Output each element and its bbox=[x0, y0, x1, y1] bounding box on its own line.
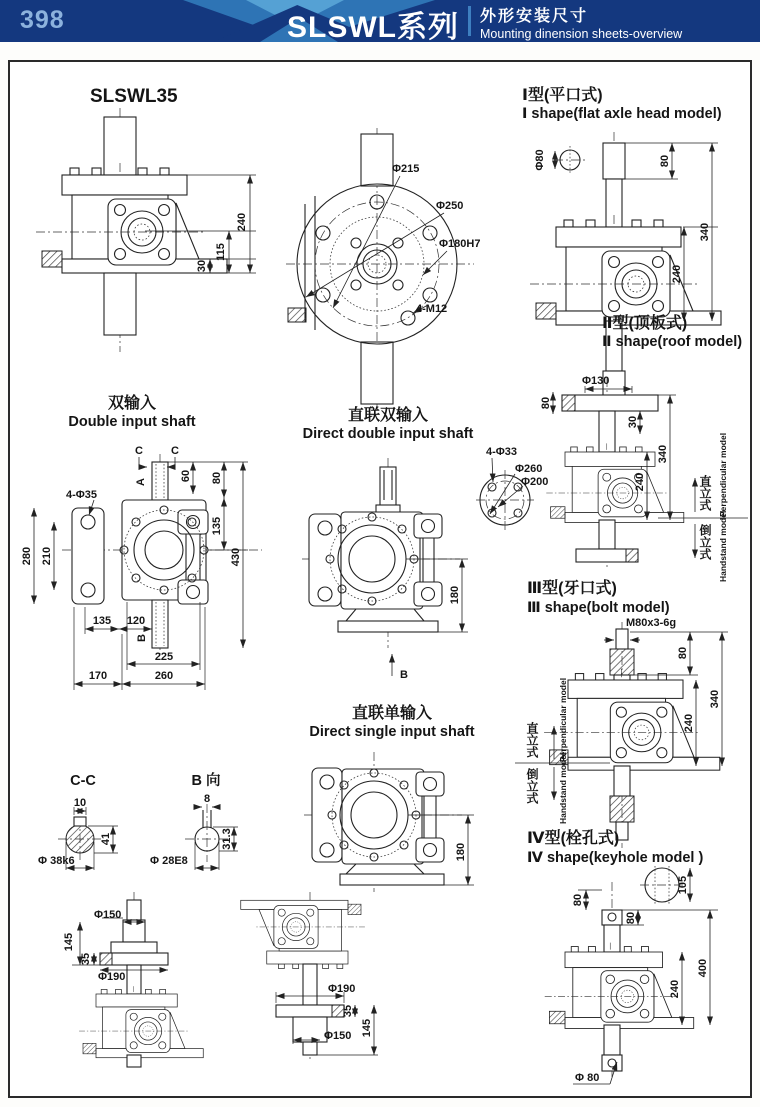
dim-label: 135 bbox=[92, 615, 112, 627]
direct-single-section bbox=[304, 703, 475, 892]
dim-label: Φ150 bbox=[94, 909, 122, 921]
header-divider bbox=[468, 6, 471, 36]
front-view-drawing bbox=[36, 108, 256, 352]
double-input-title-en: Double input shaft bbox=[68, 414, 196, 430]
dim-label: 115 bbox=[215, 243, 227, 261]
direct-single-title-en: Direct single input shaft bbox=[309, 724, 475, 740]
shape1-section bbox=[522, 85, 722, 404]
dim-label: 240 bbox=[683, 713, 695, 733]
dim-label: 80 bbox=[540, 396, 552, 410]
dim-label: 145 bbox=[361, 1018, 373, 1038]
orientation-down-en: Handstand model bbox=[558, 752, 568, 824]
dim-label: Φ190 bbox=[328, 983, 356, 995]
orientation-down-en: Handstand model bbox=[718, 510, 728, 582]
thread-label: M80x3-6g bbox=[626, 617, 677, 629]
dim-label: 240 bbox=[634, 472, 646, 492]
dim-label: 210 bbox=[41, 546, 53, 566]
dim-label: 80 bbox=[572, 893, 584, 907]
shape1-title-en: Ⅰ shape(flat axle head model) bbox=[522, 106, 722, 122]
dim-label: 340 bbox=[709, 689, 721, 709]
direct-double-title-en: Direct double input shaft bbox=[302, 426, 474, 442]
dim-label: 340 bbox=[699, 222, 711, 242]
drawing-sheet bbox=[10, 62, 750, 1096]
dim-label: 135 bbox=[211, 516, 223, 536]
dim-label: Φ190 bbox=[98, 971, 126, 983]
dim-label: 30 bbox=[196, 259, 208, 273]
dim-label: 180 bbox=[455, 842, 467, 862]
dim-label: Φ250 bbox=[436, 200, 464, 212]
dim-label: 4-M12 bbox=[416, 303, 448, 315]
header-subtitle bbox=[480, 3, 682, 41]
subtitle-en: Mounting dinension sheets-overview bbox=[480, 27, 683, 41]
dim-label: 80 bbox=[211, 471, 223, 485]
shape3-title-en: Ⅲ shape(bolt model) bbox=[527, 600, 670, 616]
dim-label: Φ150 bbox=[324, 1030, 352, 1042]
section-mark: C bbox=[135, 445, 143, 457]
direct-double-title-cn: 直联双输入 bbox=[347, 407, 429, 424]
dim-label: Φ260 bbox=[515, 463, 543, 475]
view-mark: B bbox=[400, 669, 408, 681]
dim-label: Φ 28E8 bbox=[150, 855, 188, 867]
bottom-inverted-drawing bbox=[241, 892, 378, 1062]
dim-label: 225 bbox=[154, 651, 174, 663]
shape4-section bbox=[527, 828, 718, 1084]
dim-label: 35 bbox=[80, 952, 92, 966]
shape3-title-cn: Ⅲ型(牙口式) bbox=[527, 580, 617, 597]
orientation-up-en: Perpendicular model bbox=[558, 677, 568, 762]
orientation-up-cn: 直立式 bbox=[698, 475, 712, 511]
shape3-section bbox=[515, 578, 728, 848]
dim-label: 240 bbox=[669, 979, 681, 999]
dim-label: Φ 80 bbox=[575, 1072, 600, 1084]
section-mark: C bbox=[171, 445, 179, 457]
dim-label: 280 bbox=[21, 546, 33, 566]
double-input-title-cn: 双输入 bbox=[107, 395, 157, 412]
direct-double-section bbox=[302, 405, 548, 681]
double-input-section bbox=[21, 393, 262, 690]
orientation-up-cn: 直立式 bbox=[525, 722, 539, 758]
dim-label: Φ215 bbox=[392, 163, 420, 175]
shape2-section bbox=[540, 313, 748, 582]
series-title: SLSWL系列 bbox=[287, 11, 459, 42]
dim-label: 41 bbox=[100, 832, 112, 846]
direct-single-title-cn: 直联单输入 bbox=[351, 705, 433, 722]
dim-label: Φ130 bbox=[582, 375, 610, 387]
dim-label: 105 bbox=[677, 875, 689, 895]
dim-label: 340 bbox=[657, 444, 669, 464]
dim-label: 170 bbox=[88, 670, 108, 682]
page-number: 398 bbox=[20, 6, 65, 34]
dim-label: 145 bbox=[63, 932, 75, 952]
view-mark: A bbox=[135, 478, 147, 486]
dim-label: 240 bbox=[671, 264, 683, 284]
shape4-title-cn: Ⅳ型(栓孔式) bbox=[527, 830, 620, 847]
dim-label: 120 bbox=[126, 615, 146, 627]
shape2-title-cn: Ⅱ型(顶板式) bbox=[602, 315, 688, 332]
view-mark: B bbox=[136, 634, 148, 642]
dim-label: Φ 38k6 bbox=[38, 855, 75, 867]
view-b bbox=[150, 771, 238, 870]
dim-label: 35 bbox=[342, 1004, 354, 1018]
shape1-title-cn: Ⅰ型(平口式) bbox=[522, 87, 603, 104]
orientation-up-en: Perpendicular model bbox=[718, 432, 728, 517]
orientation-down-cn: 倒立式 bbox=[698, 524, 712, 560]
subtitle-cn: 外形安装尺寸 bbox=[480, 8, 589, 25]
dim-label: Φ80 bbox=[534, 149, 546, 171]
section-cc-title: C-C bbox=[70, 773, 96, 789]
dim-label: 260 bbox=[154, 670, 174, 682]
dim-label: 4-Φ35 bbox=[66, 489, 98, 501]
orientation-down-cn: 倒立式 bbox=[525, 768, 539, 804]
dim-label: 80 bbox=[677, 646, 689, 660]
dim-label: 8 bbox=[203, 793, 211, 805]
model-label: SLSWL35 bbox=[90, 86, 178, 107]
dim-label: 400 bbox=[697, 958, 709, 978]
shape2-title-en: Ⅱ shape(roof model) bbox=[602, 334, 743, 350]
shape4-title-en: Ⅳ shape(keyhole model ) bbox=[527, 850, 704, 866]
dim-label: Φ180H7 bbox=[439, 238, 481, 250]
dim-label: 10 bbox=[73, 797, 87, 809]
bottom-upright-drawing bbox=[63, 892, 203, 1067]
dim-label: Φ200 bbox=[521, 476, 549, 488]
dim-label: 80 bbox=[659, 154, 671, 168]
dim-label: 60 bbox=[180, 469, 192, 483]
dim-label: 30 bbox=[627, 415, 639, 429]
flange-top-view bbox=[286, 128, 480, 412]
dim-label: 180 bbox=[449, 585, 461, 605]
header-bar bbox=[0, 0, 760, 42]
view-b-title: B 向 bbox=[191, 773, 221, 789]
section-cc bbox=[38, 773, 118, 870]
drawing-sheet-frame bbox=[8, 60, 752, 1098]
dim-label: 430 bbox=[230, 547, 242, 567]
dim-label: 80 bbox=[625, 911, 637, 925]
dim-label: 4-Φ33 bbox=[486, 446, 518, 458]
dim-label: 240 bbox=[236, 212, 248, 232]
dim-label: 31.3 bbox=[221, 828, 233, 850]
